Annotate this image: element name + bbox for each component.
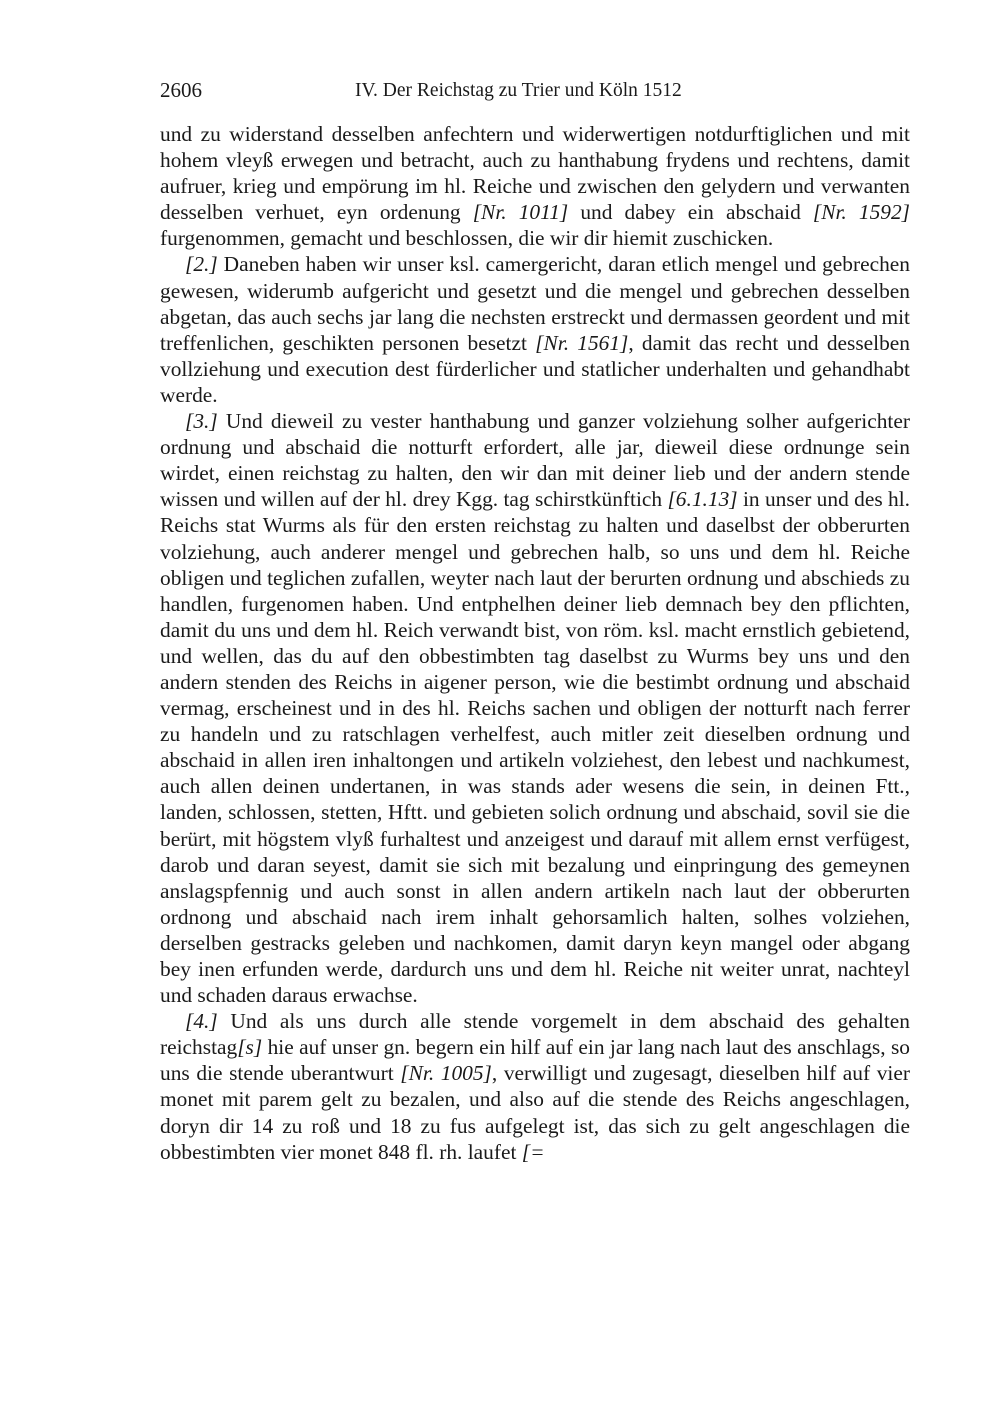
text-segment: hie auf unser gn. begern ein hilf auf ein jar lang nach laut des anschlags, so uns die stende uberantwurt <box>160 1035 910 1086</box>
paragraph <box>160 251 910 408</box>
paragraph <box>160 408 910 1008</box>
editorial-reference: [Nr. 1011] <box>472 200 569 225</box>
editorial-reference: [s] <box>237 1035 263 1060</box>
editorial-reference: [Nr. 1005] <box>400 1061 492 1086</box>
editorial-reference: [2.] <box>185 252 218 277</box>
running-title: IV. Der Reichstag zu Trier und Köln 1512 <box>355 80 682 101</box>
editorial-reference: [= <box>521 1139 545 1164</box>
editorial-reference: [Nr. 1561] <box>535 330 629 355</box>
text-segment: in unser und des hl. Reichs stat Wurms als für den ersten reichstag zu halten und daselbst der obberurten volziehung, auch anderer mengel und gebrechen halb, so uns und dem hl. Reiche obligen und teglichen zufallen, weyter nach laut der berurten ordnung und abschieds zu handlen, furgenomen haben. Und entphelhen deiner lieb demnach bey den pflichten, damit du uns und dem hl. Reich verwandt bist, von röm. ksl. macht ernstlich gebietend, und wellen, das du auf den obbestimbten tag daselbst zu Wurms bey uns und den andern stenden des Reichs in aigener person, wie die bestimbt ordnung und abschaid vermag, erscheinest und in des hl. Reichs sachen und obligen der notturft nach ferrer zu handeln und zu ratschlagen verhelfest, auch mitler zeit dieselben ordnung und abschaid in allen iren inhaltongen und artikeln volziehest, den lebest und nachkumest, auch allen deinen undertanen, in was stands ader wesens die sein, in deinen Ftt., landen, schlossen, stetten, Hftt. und gebieten solich ordnung und abschaid, sovil sie die berürt, mit högstem vlyß furhaltest und anzeigest und darauf mit allem ernst verfügest, darob und daran seyest, damit sie sich mit bezalung und einpringung des gemeynen anslagspfennig und auch sonst in allen andern artikeln nach laut der obberurten ordnong und abschaid nach irem inhalt gehorsamlich halten, solhes volziehen, derselben gestracks geleben und nachkomen, damit daryn keyn mangel oder abgang bey inen erfunden werde, dardurch uns und dem hl. Reiche nit weiter unrat, nachteyl und schaden daraus erwachse. <box>160 487 910 1008</box>
page-number: 2606 <box>160 78 202 102</box>
text-segment: furgenommen, gemacht und beschlossen, die wir dir hiemit zuschicken. <box>160 226 774 251</box>
text-segment: , verwilligt und zugesagt, dieselben hilf auf vier monet mit parem gelt zu bezalen, und also auf die stende des Reichs angeschlagen, doryn dir 14 zu roß und 18 zu fus aufgelegt ist, das sich zu gelt angeschlagen die obbestimbten vier monet 848 fl. rh. laufet <box>160 1061 910 1164</box>
text-segment: Daneben haben wir unser ksl. camergericht, daran etlich mengel und gebrechen gewesen, widerumb aufgericht und gesetzt und die mengel und gebrechen desselben abgetan, das auch sechs jar lang die nechsten erstreckt und dermassen geordent und mit treffenlichen, geschikten personen besetzt <box>160 252 910 355</box>
body-text <box>160 121 910 1165</box>
text-segment: und dabey ein abschaid <box>568 200 813 225</box>
text-segment: , damit das recht und desselben vollziehung und execution dest fürderlicher und statlicher underhalten und gehandhabt werde. <box>160 330 910 407</box>
editorial-reference: [Nr. 1592] <box>812 200 910 225</box>
text-segment: und zu widerstand desselben anfechtern und widerwertigen notdurftiglichen und mit hohem vleyß erwegen und betracht, auch zu hanthabung frydens und rechtens, damit aufruer, krieg und empörung im hl. Reiche und zwischen den gelydern und verwanten desselben verhuet, eyn ordenung <box>160 122 910 225</box>
paragraph <box>160 121 910 251</box>
page-header <box>160 78 910 108</box>
editorial-reference: [6.1.13] <box>667 487 738 512</box>
editorial-reference: [4.] <box>185 1009 218 1034</box>
text-segment: Und dieweil zu vester hanthabung und ganzer volziehung solher aufgerichter ordnung und abschaid die notturft erfordert, alle jar, dieweil diese ordnunge sein wirdet, einen reichstag zu halten, den wir dan mit deiner lieb und der andern stende wissen und willen auf der hl. drey Kgg. tag schirstkünftich <box>160 409 910 512</box>
editorial-reference: [3.] <box>185 409 218 434</box>
paragraph <box>160 1008 910 1165</box>
text-segment: Und als uns durch alle stende vorgemelt in dem abschaid des gehalten reichstag <box>160 1009 910 1060</box>
